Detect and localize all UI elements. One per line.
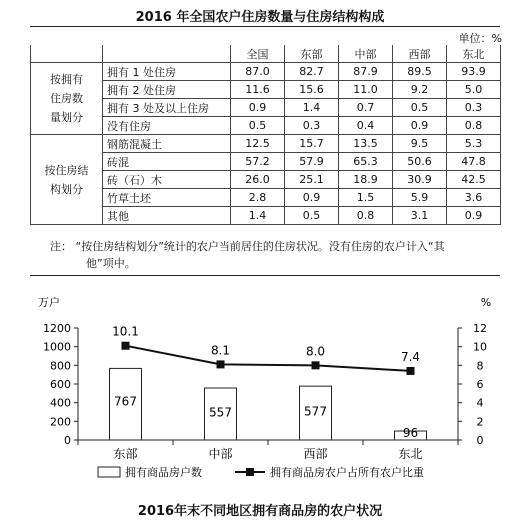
header-blank xyxy=(31,45,103,63)
right-axis-tick-label: 2 xyxy=(476,415,484,429)
ratio-value-label: 7.4 xyxy=(400,349,421,364)
cell: 0.3 xyxy=(447,99,501,117)
group-label-structure xyxy=(31,135,103,225)
group-label-line: 住房数 xyxy=(50,92,83,105)
x-tick-label: 西部 xyxy=(303,447,328,461)
cell: 65.3 xyxy=(339,153,393,171)
cell: 0.9 xyxy=(393,117,447,135)
cell: 0.9 xyxy=(447,207,501,225)
right-axis-tick-label: 4 xyxy=(476,396,484,410)
right-axis-tick-label: 6 xyxy=(476,378,484,391)
bar-value-label: 96 xyxy=(402,426,419,440)
x-tick-label: 东北 xyxy=(398,447,423,461)
column-header: 西部 xyxy=(393,45,447,63)
legend-bar-label: 拥有商品房户数 xyxy=(125,466,202,479)
ratio-point xyxy=(122,342,130,350)
table-header-row xyxy=(31,45,501,63)
cell: 93.9 xyxy=(447,63,501,81)
right-axis-unit: % xyxy=(480,296,492,309)
table-top-rule xyxy=(30,26,500,27)
bar-value-label: 577 xyxy=(304,404,327,419)
legend-bar-swatch xyxy=(98,467,120,477)
cell: 5.3 xyxy=(447,135,501,153)
cell: 5.0 xyxy=(447,81,501,99)
cell: 15.7 xyxy=(285,135,339,153)
cell: 26.0 xyxy=(231,171,285,189)
ratio-point xyxy=(217,360,225,368)
cell: 2.8 xyxy=(231,189,285,207)
chart-title: 2016年末不同地区拥有商品房的农户状况 xyxy=(137,504,383,519)
cell: 25.1 xyxy=(285,171,339,189)
cell: 0.9 xyxy=(285,189,339,207)
table-row xyxy=(31,63,501,81)
header-blank xyxy=(103,45,231,63)
row-label: 钢筋混凝土 xyxy=(103,135,231,153)
column-header: 东部 xyxy=(285,45,339,63)
cell: 15.6 xyxy=(285,81,339,99)
housing-table xyxy=(30,45,501,225)
table-bottom-rule xyxy=(30,275,500,276)
commodity-housing-chart xyxy=(0,290,520,495)
cell: 89.5 xyxy=(393,63,447,81)
note-line: 他”项中。 xyxy=(86,257,136,270)
group-label-line: 按拥有 xyxy=(50,73,83,86)
cell: 1.4 xyxy=(231,207,285,225)
table-title: 2016 年全国农户住房数量与住房结构构成 xyxy=(135,10,385,25)
row-label: 竹草土坯 xyxy=(103,189,231,207)
cell: 0.5 xyxy=(285,207,339,225)
note-line: 注： “按住房结构划分”统计的农户当前居住的住房状况。没有住房的农户计入“其 xyxy=(50,240,445,253)
cell: 42.5 xyxy=(447,171,501,189)
cell: 30.9 xyxy=(393,171,447,189)
cell: 9.5 xyxy=(393,135,447,153)
ratio-point xyxy=(312,361,320,369)
cell: 1.4 xyxy=(285,99,339,117)
row-label: 砖（石）木 xyxy=(103,171,231,189)
cell: 3.1 xyxy=(393,207,447,225)
cell: 0.8 xyxy=(447,117,501,135)
row-label: 拥有 2 处住房 xyxy=(103,81,231,99)
legend-line-marker xyxy=(246,468,254,476)
left-axis-tick-label: 1200 xyxy=(43,322,71,335)
cell: 0.3 xyxy=(285,117,339,135)
x-tick-label: 东部 xyxy=(113,447,138,461)
row-label: 没有住房 xyxy=(103,117,231,135)
cell: 0.7 xyxy=(339,99,393,117)
left-axis-tick-label: 1000 xyxy=(43,340,71,354)
ratio-line xyxy=(126,346,411,371)
cell: 47.8 xyxy=(447,153,501,171)
bar-value-label: 557 xyxy=(209,405,232,420)
legend-line-label: 拥有商品房农户占所有农户比重 xyxy=(270,466,424,479)
left-axis-unit: 万户 xyxy=(38,296,60,309)
cell: 87.0 xyxy=(231,63,285,81)
cell: 82.7 xyxy=(285,63,339,81)
cell: 0.9 xyxy=(231,99,285,117)
right-axis-tick-label: 0 xyxy=(476,434,484,447)
left-axis-tick-label: 600 xyxy=(50,378,71,391)
row-label: 拥有 1 处住房 xyxy=(103,63,231,81)
ratio-value-label: 8.1 xyxy=(210,343,231,358)
left-axis-tick-label: 800 xyxy=(50,359,71,373)
cell: 3.6 xyxy=(447,189,501,207)
column-header: 中部 xyxy=(339,45,393,63)
x-tick-label: 中部 xyxy=(208,447,233,461)
cell: 12.5 xyxy=(231,135,285,153)
group-label-line: 构划分 xyxy=(50,182,83,196)
left-axis-tick-label: 0 xyxy=(64,434,71,447)
cell: 0.5 xyxy=(231,117,285,135)
cell: 0.8 xyxy=(339,207,393,225)
right-axis-tick-label: 12 xyxy=(473,322,487,335)
cell: 50.6 xyxy=(393,153,447,171)
left-axis-tick-label: 200 xyxy=(50,415,71,429)
cell: 18.9 xyxy=(339,171,393,189)
group-label-line: 按住房结 xyxy=(44,163,89,177)
cell: 0.4 xyxy=(339,117,393,135)
table-row xyxy=(31,135,501,153)
column-header: 全国 xyxy=(231,45,285,63)
row-label: 拥有 3 处及以上住房 xyxy=(103,99,231,117)
group-label-line: 量划分 xyxy=(50,111,83,124)
row-label: 其他 xyxy=(103,207,231,225)
right-axis-tick-label: 8 xyxy=(476,359,484,373)
bar-value-label: 767 xyxy=(114,394,137,409)
left-axis-tick-label: 400 xyxy=(50,396,71,410)
cell: 57.2 xyxy=(231,153,285,171)
ratio-value-label: 10.1 xyxy=(112,324,139,339)
cell: 57.9 xyxy=(285,153,339,171)
cell: 0.5 xyxy=(393,99,447,117)
cell: 5.9 xyxy=(393,189,447,207)
row-label: 砖混 xyxy=(103,153,231,171)
group-label-quantity xyxy=(31,63,103,135)
cell: 9.2 xyxy=(393,81,447,99)
cell: 13.5 xyxy=(339,135,393,153)
table-unit: 单位：% xyxy=(458,32,502,45)
ratio-value-label: 8.0 xyxy=(305,344,326,359)
cell: 1.5 xyxy=(339,189,393,207)
cell: 87.9 xyxy=(339,63,393,81)
table-note xyxy=(50,238,500,272)
cell: 11.0 xyxy=(339,81,393,99)
ratio-point xyxy=(407,367,415,375)
column-header: 东北 xyxy=(447,45,501,63)
right-axis-tick-label: 10 xyxy=(473,340,487,354)
cell: 11.6 xyxy=(231,81,285,99)
